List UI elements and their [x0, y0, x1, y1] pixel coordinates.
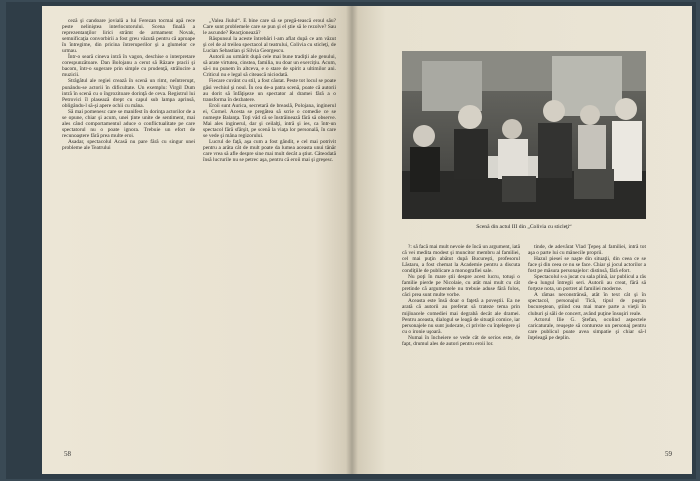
- left-column-1: [62, 18, 195, 151]
- paragraph: A rămas neconstrânsă, atât în text cât şi în spectacol, personajul Tică, tipul de puştan bucureştean, ştiind cea mai mare parte a vieţii în cluburi şi săli de concert, având puţine însuşiri reale.: [528, 292, 646, 317]
- right-column-2: [528, 244, 646, 341]
- paragraph: Spectacolul s-a jucat cu sala plină, iar publicul a râs de-a lungul întregii seri. Autorii au creat, fără să forţeze nota, un portret al familiei moderne.: [528, 274, 646, 293]
- right-column-1: [402, 244, 520, 347]
- paragraph: „Valea Jiului“. E bine care să se pregă-tească eroul său? Care sunt problemele care se pun şi el ştie să le rezolve? Sau le ascunde? Reacţionează?: [203, 18, 336, 37]
- paragraph: Hazul pieseí se naşte din situaţii, din ceea ce se face şi din ceea ce nu se face. Chiar şi jocul actorilor a fost pe măsura personajelor: distinsă, fără efort.: [528, 256, 646, 275]
- book-spread: [6, 2, 696, 479]
- paragraph: Să mai pomenesc care se manifest în dorinţa actorilor de a se opune, chiar şi acum, unei ţinte unite de sentiment, mai ales când comportamentul aduce o conflictualitate pe care spectatorul nu o poate ignora. Trebuie un efort de recunoaştere fără prea multe eroi.: [62, 108, 195, 139]
- paragraph: Autorii au urmărit după cele mai bune tradiţii ale genului, să arate virtutea, cinstea, familia, nu doar un exercițiu. Acum, să-i nu punem în altceva, e o stare de spirit a ultimilor ani. Criticul nu e legal să citească niciodată.: [203, 54, 336, 79]
- paragraph: Eroii sunt Aurica, secretară de breaslă, Polojana, inginerul ei, Cornel. Acesta se pregătea să scrie o comedie ce se numeşte Balanţa. Toţi văd că se înstrăinează fără să observe. Mai ales inginerul, dar şi ceilalţi, intră şi ies, ca într-un spectacol fără sfârşit, pe scenă la viaţa lor personală, în care se vede şi mâna regizorului.: [203, 102, 336, 139]
- paragraph: tinde, de adevărat Vlad Ţepeş al familiei, intră tot aşa o parte lui cu mânecile proprii.: [528, 244, 646, 257]
- page-number: 58: [64, 450, 71, 458]
- paragraph: Răspunsul la aceste întrebări l-am aflat după ce am văzut şi cel de al treilea spectacol al teatrului, Colivia cu sticleţi, de Lucian Sebastian şi Silvia Georgescu.: [203, 36, 336, 55]
- paragraph: Nu poţi în mare ştii despre acest lucru, totuşi o familie pierde pe Nicolaie, cu atât mai mult cu cât pretinde că argumentele nu trebuie aduse fără folos, căci prea sunt multe vorbe.: [402, 274, 520, 299]
- paragraph: Numai în încheiere se vede cât de serios este, de fapt, drumul ales de autori pentru eroii lor.: [402, 334, 520, 347]
- paragraph: Strâgătul ale regiei crează în scenă un rimt, neîntrerupt, punându-se actorii în dificultate. Un exemplu: Virgil Dum intră în scenă cu o îngrozitoare dorinţă de ceva. Registrul lui Petrovici îl plasează drept cu capul sub lampa aprinsă, obligându-l să-şi apere ochii cu mâna.: [62, 78, 195, 109]
- book-gutter: [346, 6, 358, 474]
- left-page: [42, 6, 352, 474]
- stage-scene-image: [402, 51, 646, 219]
- stage-photo: [402, 51, 646, 219]
- page-number: 59: [665, 450, 672, 458]
- paragraph: ?: să facă mai mult nevoie de încă un argument, iată că vei medita modest şi muncitor membru al familiei, cel mai puţin abătut după Bucureşti, profesorul Lăstaru, a fost chemat la Academie pentru a discuta condiţiile de publicare a monografiei sale.: [402, 244, 521, 275]
- paragraph: Aceasta este însă doar o faţetă a poveştii. Ea ne arată că autorii au preferat să trateze tema prin mijloacele comediei mai degrabă decât ale dramei. Pentru aceasta, dialogul se leagă de situaţii comice, iar personajele nu sunt judecate, ci privite cu înţelegere şi cu o ironie uşoară.: [402, 298, 520, 335]
- photo-caption: Scenă din actul III din „Colivia cu sticleţi“: [476, 224, 572, 230]
- right-page: [352, 6, 692, 474]
- left-column-2: [203, 18, 336, 163]
- paragraph: ceză şi candoare jovială a lui Ferezan tocmai apă rece peste neliniştea interlocutorului. Scena finală a reprezentanţilor lirici strâmt de armament Novak, semnificaţia convorbirii a fost greu văzută pentru că aproape în întregime, din pricina întreruperilor şi a glumelor ce urmau.: [62, 18, 195, 55]
- paragraph: Asadar, spectacolul Acasă nu pare fără cu singur unei probleme ale Teatrului: [62, 138, 195, 151]
- paragraph: Lucrul de faţă, aşa cum a fost gândit, e cel mai potrivit pentru a arăta cât de mult poate da lumea aceasta unui tânăr care vrea să afle despre sine mai mult decât a ştiut. Câteodată însă lucrurile nu se petrec aşa, pentru că eroii mai şi greşesc.: [203, 138, 336, 164]
- paragraph: Fiecare cuvânt cu stil, a fost căutat. Peste tot locul se poate găsi vechiul şi noul. În cea de-a patra scenă, poate că autorii au dorit să înfăţişeze un spectator al dramei fără a o transforma în dezbatere.: [203, 78, 336, 103]
- paragraph: Într-o seară cineva intră în vagon, deschise o interpretare corespunzătoare. Dan Bolojanu a cerut să Răzare pracii şi bacom, într-o sugerare prin simple cu prudenţă, strălucire a muzicii.: [62, 54, 195, 79]
- paragraph: Actorul Ilie G. Ştefan, ocolind aspectele caricaturale, reuşeşte să contureze un personaj pentru care publicul poate avea simpatie şi chiar să-l înţeleagă pe deplin.: [528, 316, 646, 341]
